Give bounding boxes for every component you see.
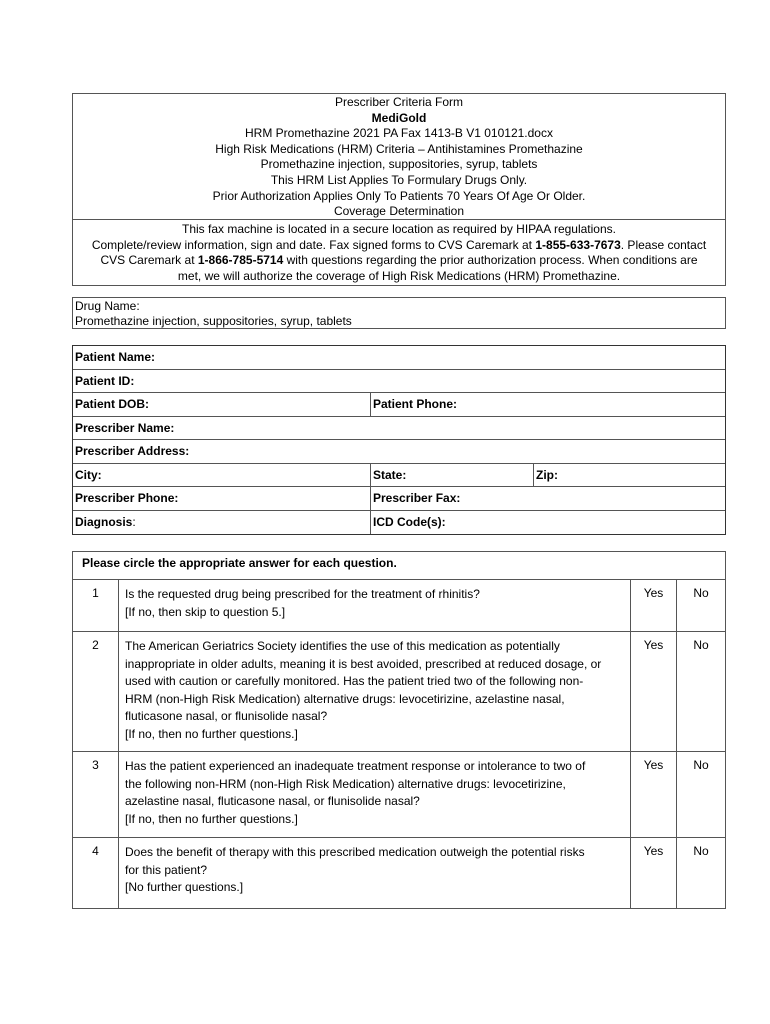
question-line: inappropriate in older adults, meaning it is best avoided, prescribed at reduced dosage, or bbox=[125, 656, 602, 671]
answer-no[interactable]: No bbox=[693, 638, 709, 652]
question-row-2 bbox=[73, 631, 725, 751]
prescriber-phone-field[interactable]: Prescriber Phone: bbox=[75, 491, 179, 505]
answer-no[interactable]: No bbox=[693, 758, 709, 772]
question-line: [If no, then no further questions.] bbox=[125, 811, 298, 826]
row-patient-name bbox=[73, 346, 725, 370]
question-line: Is the requested drug being prescribed for the treatment of rhinitis? bbox=[125, 587, 480, 601]
patient-id-field[interactable]: Patient ID: bbox=[75, 373, 135, 388]
notice-line-1: This fax machine is located in a secure location as required by HIPAA regulations. bbox=[181, 222, 616, 236]
contact-phone-number: 1-866-785-5714 bbox=[197, 253, 284, 268]
fax-number: 1-855-633-7673 bbox=[535, 237, 621, 252]
question-number: 3 bbox=[73, 752, 119, 837]
question-line: The American Geriatrics Society identifies the use of this medication as potentially bbox=[125, 639, 560, 653]
question-line: used with caution or carefully monitored. Has the patient tried two of the following non- bbox=[125, 674, 584, 688]
question-number: 1 bbox=[73, 580, 119, 631]
question-line: [If no, then skip to question 5.] bbox=[125, 604, 286, 619]
row-prescriber-phone-fax bbox=[73, 487, 725, 511]
question-line: the following non-HRM (non-High Risk Medication) alternative drugs: levocetirizine, bbox=[125, 776, 566, 791]
form-header bbox=[72, 93, 726, 286]
row-patient-id bbox=[73, 370, 725, 394]
notice-line-2-text: Complete/review information, sign and date. Fax signed forms to CVS Caremark at bbox=[91, 237, 536, 252]
question-line: azelastine nasal, fluticasone nasal, or flunisolide nasal? bbox=[125, 794, 420, 808]
question-text bbox=[119, 752, 631, 837]
question-line: [No further questions.] bbox=[125, 880, 244, 894]
state-field[interactable]: State: bbox=[370, 464, 533, 487]
question-row-4 bbox=[73, 837, 725, 908]
row-prescriber-address bbox=[73, 440, 725, 464]
question-line: Has the patient experienced an inadequate treatment response or intolerance to two of bbox=[125, 759, 586, 773]
notice-line-3 bbox=[73, 253, 725, 269]
question-row-3 bbox=[73, 751, 725, 837]
patient-name-field[interactable]: Patient Name: bbox=[75, 350, 156, 364]
prescriber-name-field[interactable]: Prescriber Name: bbox=[75, 420, 175, 435]
questions-table bbox=[72, 551, 726, 909]
header-title-block bbox=[73, 94, 725, 220]
question-number: 4 bbox=[73, 838, 119, 908]
hipaa-notice bbox=[73, 220, 725, 284]
row-prescriber-name bbox=[73, 417, 725, 441]
answer-yes[interactable]: Yes bbox=[631, 580, 677, 631]
row-patient-dob-phone bbox=[73, 393, 725, 417]
answer-yes[interactable]: Yes bbox=[631, 752, 677, 837]
answer-no[interactable]: No bbox=[693, 844, 709, 858]
icd-codes-field[interactable]: ICD Code(s): bbox=[370, 511, 725, 535]
header-coverage-determination: Coverage Determination bbox=[333, 204, 465, 219]
question-text bbox=[119, 632, 631, 751]
drug-name-label: Drug Name: bbox=[75, 299, 140, 313]
notice-line-2 bbox=[73, 238, 725, 254]
header-plan-name: MediGold bbox=[371, 110, 427, 125]
notice-line-2-end: . Please contact bbox=[620, 237, 707, 252]
row-city-state-zip bbox=[73, 464, 725, 488]
patient-dob-field[interactable]: Patient DOB: bbox=[75, 397, 150, 411]
notice-line-4: met, we will authorize the coverage of High Risk Medications (HRM) Promethazine. bbox=[177, 268, 621, 283]
prescriber-fax-field[interactable]: Prescriber Fax: bbox=[370, 487, 725, 510]
diagnosis-colon: : bbox=[132, 514, 136, 529]
question-line: fluticasone nasal, or flunisolide nasal? bbox=[125, 709, 328, 723]
question-text bbox=[119, 838, 631, 908]
notice-line-3-end: with questions regarding the prior authorization process. When conditions are bbox=[283, 253, 698, 268]
answer-no[interactable]: No bbox=[693, 586, 709, 600]
drug-name-value: Promethazine injection, suppositories, syrup, tablets bbox=[75, 314, 352, 328]
notice-line-3-text: CVS Caremark at bbox=[100, 253, 198, 268]
header-age-note: Prior Authorization Applies Only To Patients 70 Years Of Age Or Older. bbox=[212, 188, 586, 203]
zip-field[interactable]: Zip: bbox=[533, 464, 725, 487]
city-field[interactable]: City: bbox=[75, 467, 102, 482]
drug-name-box bbox=[72, 297, 726, 329]
header-drug-forms: Promethazine injection, suppositories, syrup, tablets bbox=[260, 157, 538, 172]
header-criteria-title: High Risk Medications (HRM) Criteria – Antihistamines Promethazine bbox=[215, 141, 583, 156]
diagnosis-field[interactable] bbox=[73, 511, 370, 535]
answer-yes[interactable]: Yes bbox=[631, 838, 677, 908]
question-text bbox=[119, 580, 631, 631]
question-line: Does the benefit of therapy with this prescribed medication outweigh the potential risks bbox=[125, 845, 585, 859]
question-line: [If no, then no further questions.] bbox=[125, 726, 298, 741]
prescriber-address-field[interactable]: Prescriber Address: bbox=[75, 444, 190, 458]
row-diagnosis-icd bbox=[73, 511, 725, 535]
question-line: for this patient? bbox=[125, 862, 208, 877]
question-row-1 bbox=[73, 579, 725, 631]
question-line: HRM (non-High Risk Medication) alternative drugs: levocetirizine, azelastine nasal, bbox=[125, 691, 565, 706]
patient-prescriber-grid bbox=[72, 345, 726, 535]
question-number: 2 bbox=[73, 632, 119, 751]
header-formulary-note: This HRM List Applies To Formulary Drugs Only. bbox=[270, 172, 528, 187]
questions-instruction: Please circle the appropriate answer for each question. bbox=[82, 556, 397, 570]
header-form-title: Prescriber Criteria Form bbox=[334, 95, 463, 109]
answer-yes[interactable]: Yes bbox=[631, 632, 677, 751]
header-document-id: HRM Promethazine 2021 PA Fax 1413-B V1 010121.docx bbox=[245, 126, 553, 141]
patient-phone-field[interactable]: Patient Phone: bbox=[370, 393, 725, 416]
diagnosis-label: Diagnosis bbox=[75, 514, 133, 529]
